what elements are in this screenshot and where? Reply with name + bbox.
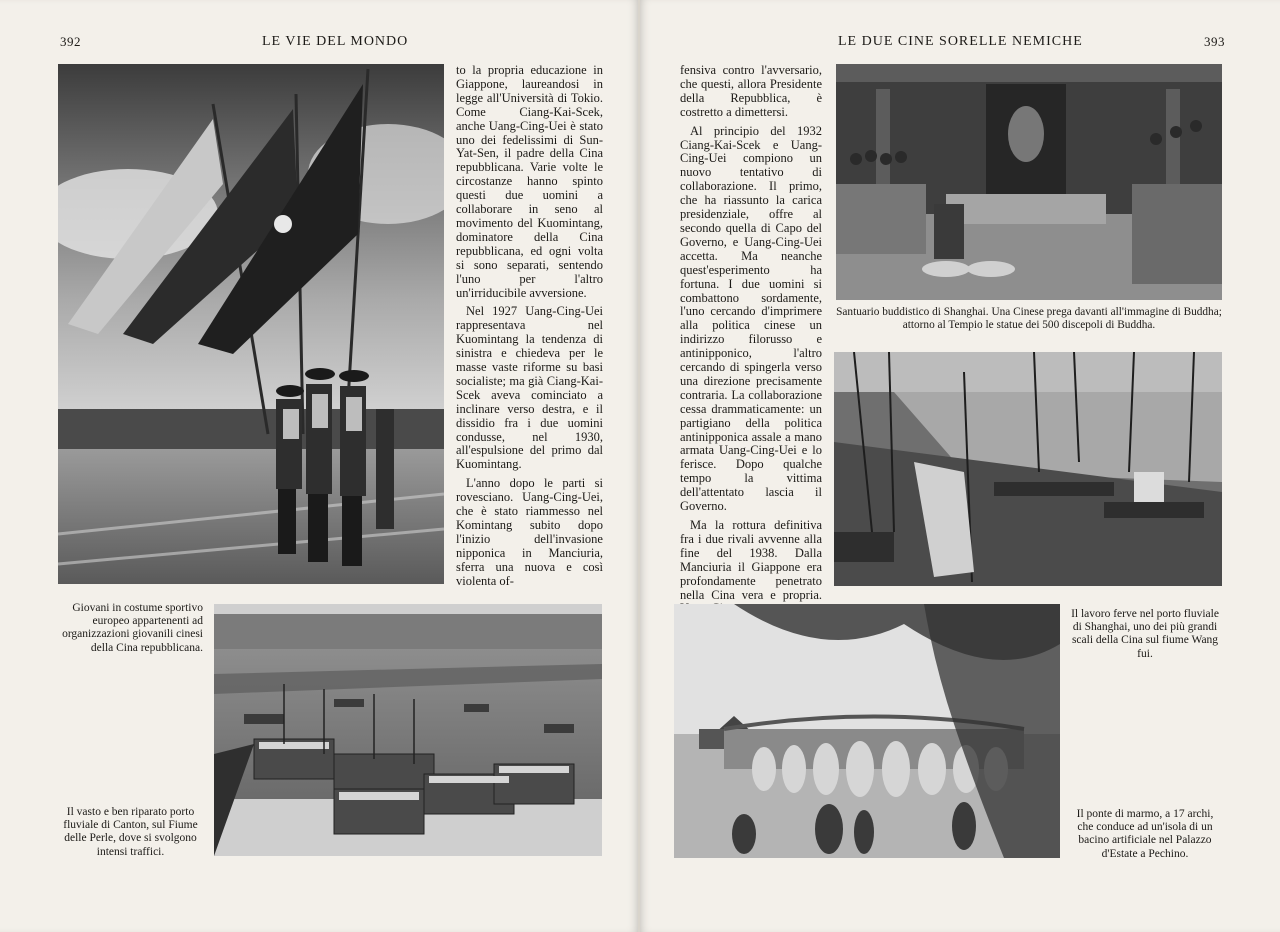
paragraph: fensiva contro l'avversario, che questi, allora Presidente della Repubblica, è costretto a dimettersi. xyxy=(680,63,822,119)
left-page xyxy=(0,0,638,932)
paragraph: Nel 1927 Uang-Cing-Uei rappresentava nel Kuomintang la tendenza di sinistra e chiedeva per le masse vaste riforme su basi socialiste; ma già Ciang-Kai-Scek aveva cominciato a inclinare verso destra, e il dissidio fra i due uomini condusse, nel 1930, all'espulsione del primo dal Kuomintang. xyxy=(456,304,603,472)
caption-temple: Santuario buddistico di Shanghai. Una Cinese prega davanti all'immagine di Buddha; attorno al Tempio le statue dei 500 discepoli di Buddha. xyxy=(836,306,1222,332)
photo-shanghai-port xyxy=(834,352,1222,586)
running-head-right: LE DUE CINE SORELLE NEMICHE xyxy=(838,34,1083,49)
caption-canton: Il vasto e ben riparato porto fluviale di Canton, sul Fiume delle Perle, dove si svolgono intensi traffici. xyxy=(63,806,198,858)
caption-port: Il lavoro ferve nel porto fluviale di Shanghai, uno dei più grandi scali della Cina sul fiume Wang fui. xyxy=(1071,608,1219,660)
text-column-right xyxy=(680,64,822,616)
running-head-left: LE VIE DEL MONDO xyxy=(262,34,409,49)
photo-scouts-flags xyxy=(58,64,444,584)
page-number-left: 392 xyxy=(60,34,81,49)
paragraph: L'anno dopo le parti si rovesciano. Uang-Cing-Uei, che è stato riammesso nel Komintang subito dopo l'inizio dell'invasione nipponica in Manciuria, sferra una nuova e così violenta of- xyxy=(456,476,603,588)
page-number-right: 393 xyxy=(1204,34,1225,49)
photo-canton-harbour xyxy=(214,604,602,856)
paragraph: to la propria educazione in Giappone, laureandosi in legge all'Università di Tokio. Come Ciang-Kai-Scek, anche Uang-Cing-Uei è stato uno dei fedelissimi di Sun-Yat-Sen, il padre della Cina repubblicana. Varie volte le circostanze hanno spinto questi due uomini a collaborare in seno al movimento del Kuomintang, dominatore della Cina repubblicana, ed ogni volta si sono separati, sentendo l'uno per l'altro un'irriducibile avversione. xyxy=(456,63,603,300)
paragraph: Ma la rottura definitiva fra i due rivali avvenne alla fine del 1938. Dalla Manciuria il Giappone era profondamente penetrato nella Cina vera e propria. xyxy=(680,518,822,602)
right-page xyxy=(640,0,1280,932)
caption-bridge: Il ponte di marmo, a 17 archi, che conduce ad un'isola di un bacino artificiale nel Palazzo d'Estate a Pechino. xyxy=(1076,808,1214,860)
paragraph: Al principio del 1932 Ciang-Kai-Scek e Uang-Cing-Uei compiono un nuovo tentativo di collaborazione. Il primo, che ha riassunto la carica presidenziale, offre al secondo quella di Capo del Governo, e Uang-Cing-Uei accetta. Ma neanche quest'esperimento ha fortuna. I due uomini si combattono sordamente, l'uno cercando d'imprimere alla politica cinese un indirizzo filorusso e antinipponico, l'altro cercando di spingerla verso una direzione precisamente contraria. La collaborazione cessa drammaticamente: un partigiano della politica antinipponica assale a mano armata Uang-Cing-Uei e lo ferisce. Dopo qualche tempo la vittima dell'attentato lascia il Governo. xyxy=(680,123,822,514)
photo-temple-shanghai xyxy=(836,64,1222,300)
caption-scouts: Giovani in costume sportivo europeo appartenenti ad organizzazioni giovanili cinesi della Cina repubblicana. xyxy=(62,602,203,654)
text-column-left xyxy=(456,64,603,589)
photo-marble-bridge xyxy=(674,604,1060,858)
